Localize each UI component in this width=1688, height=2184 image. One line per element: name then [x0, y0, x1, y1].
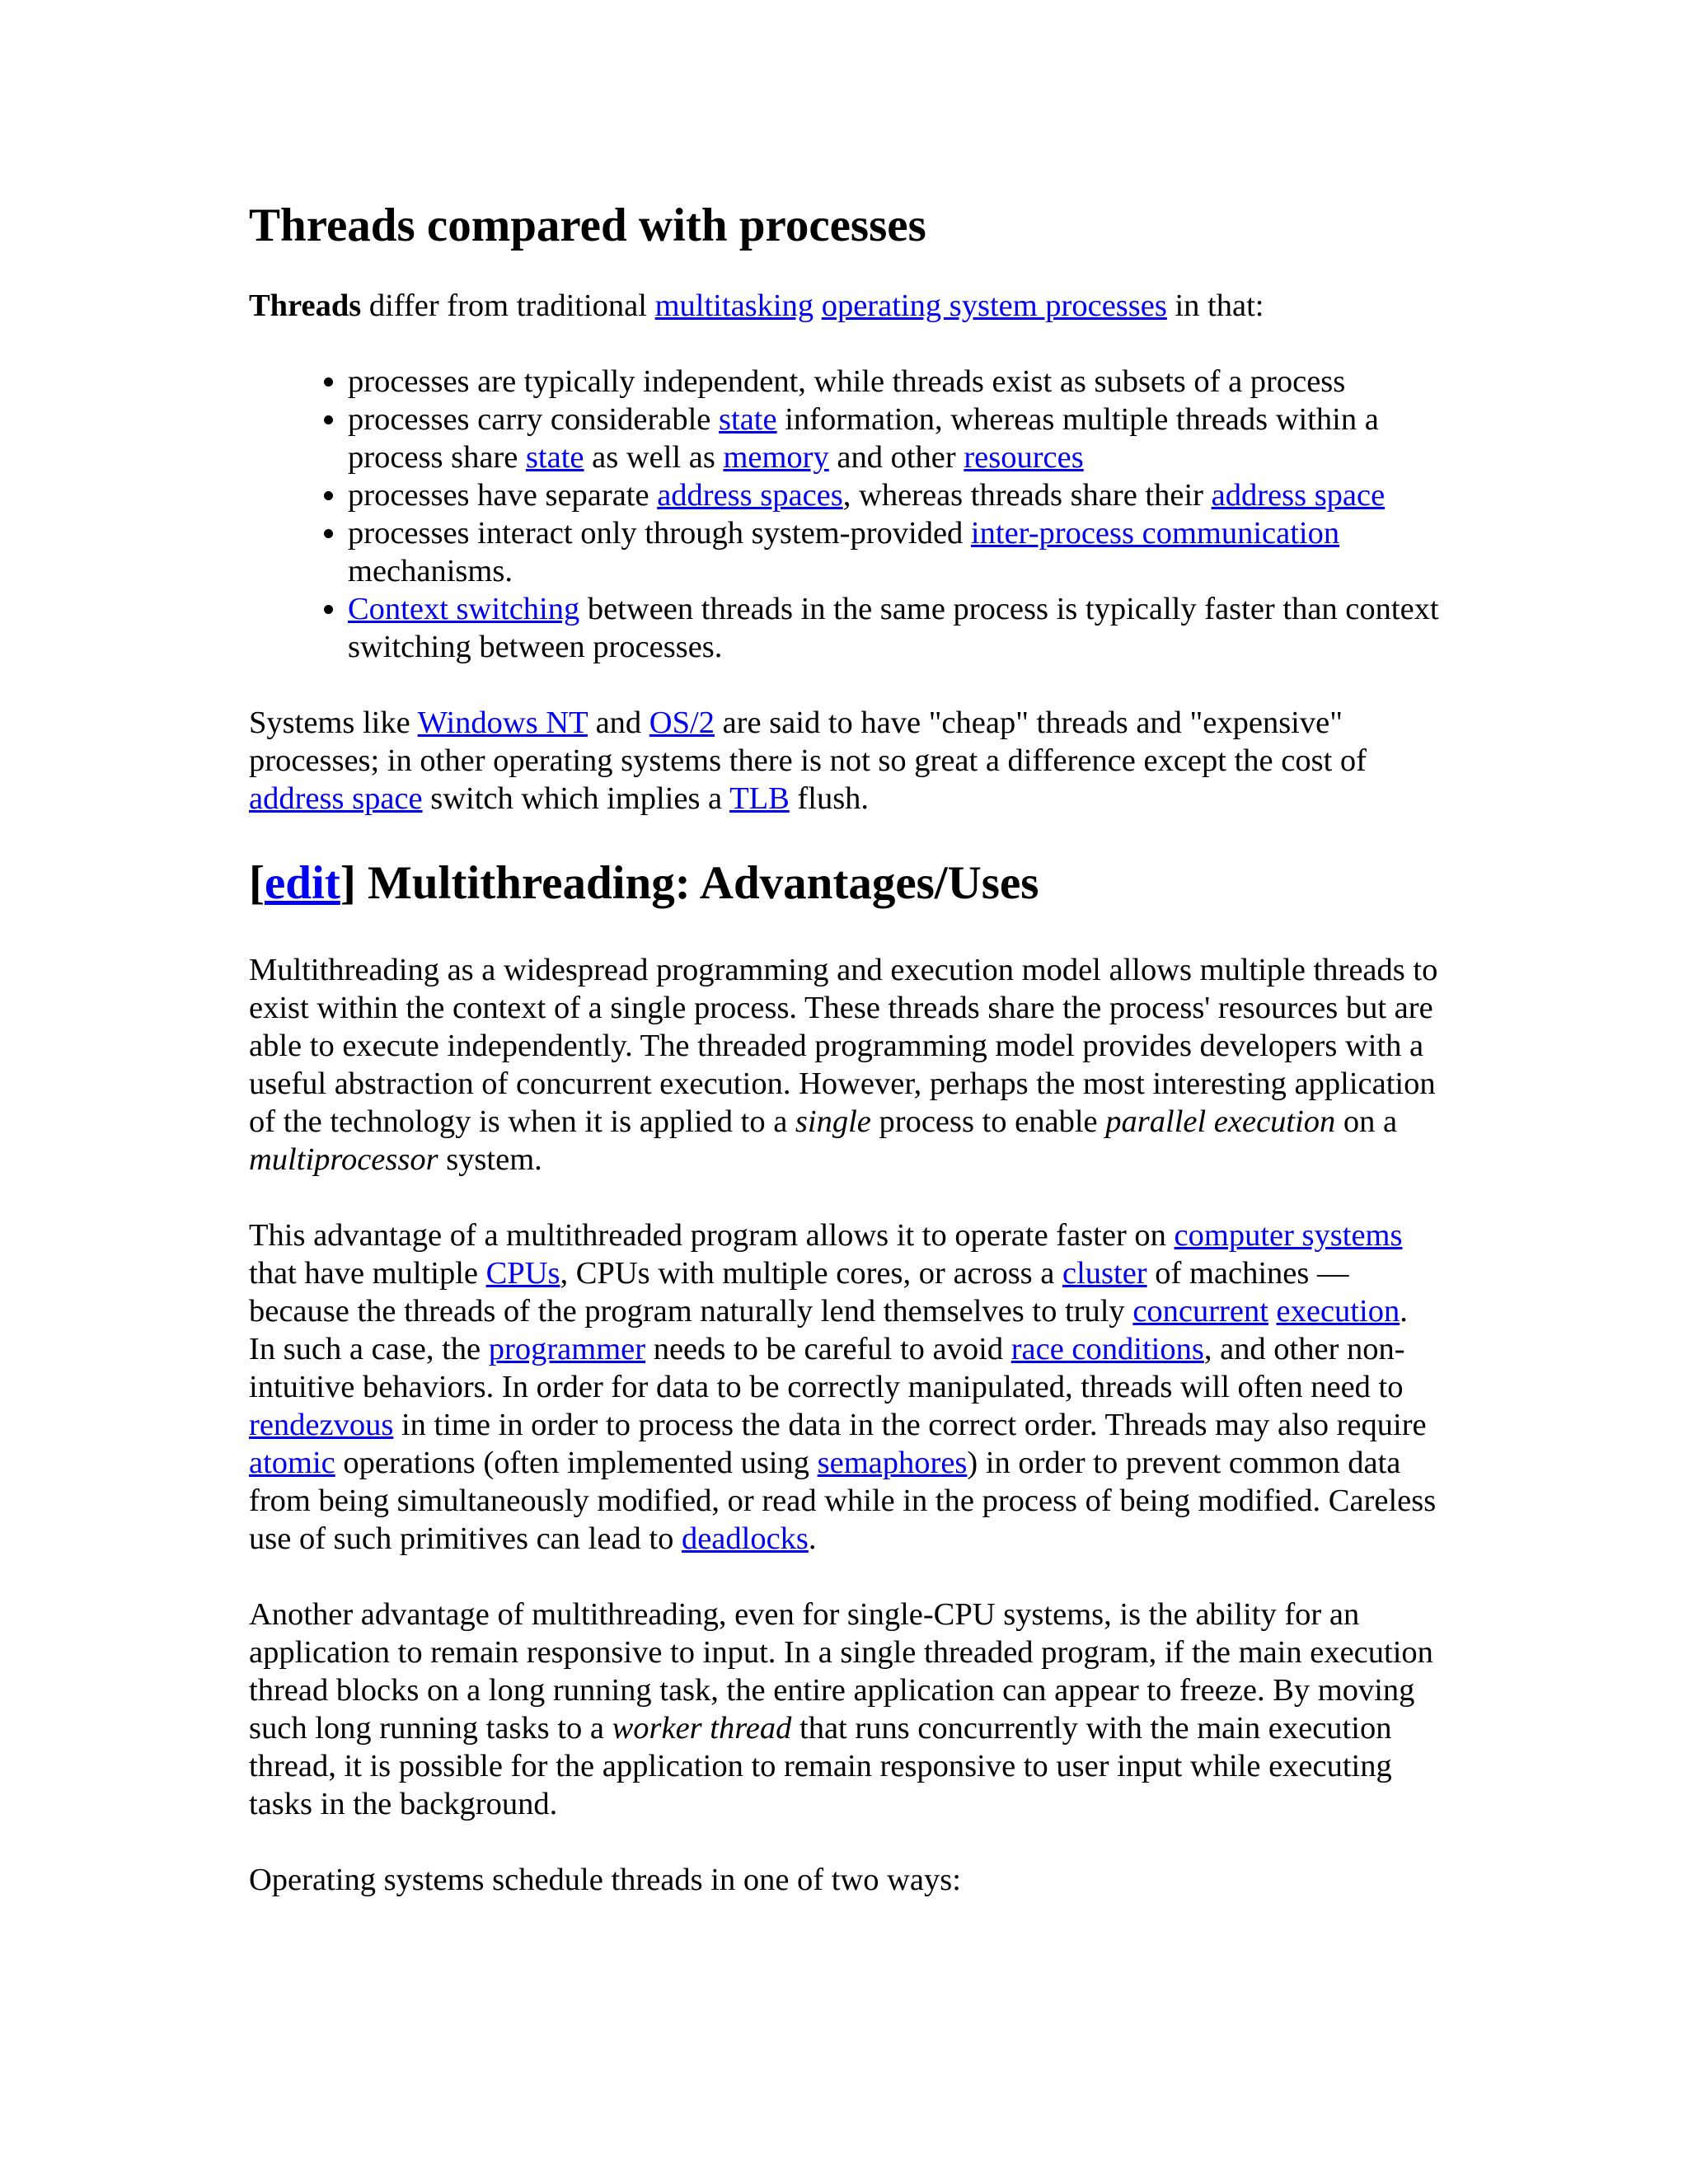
multithreading-paragraph-3 [249, 1596, 1441, 1823]
text-run: This advantage of a multithreaded program allows it to operate faster on [249, 1218, 1175, 1253]
section-title-threads-vs-processes: Threads compared with processes [249, 199, 926, 251]
section-title-multithreading [249, 857, 1441, 910]
link-operating-system-processes[interactable]: operating system processes [821, 288, 1167, 323]
link-concurrent[interactable]: concurrent [1132, 1294, 1268, 1329]
text-run: flush. [789, 781, 870, 816]
text-run: processes carry considerable [348, 402, 720, 437]
link-atomic[interactable]: atomic [249, 1446, 335, 1480]
edit-bracket-close: ] [340, 857, 356, 909]
text-run: . [808, 1521, 817, 1556]
link-state[interactable]: state [525, 440, 584, 475]
text-run [814, 288, 822, 323]
emphasis-multiprocessor: multiprocessor [249, 1142, 438, 1177]
multithreading-paragraph-2 [249, 1216, 1441, 1558]
text-run: operations (often implemented using [335, 1446, 818, 1480]
text-run: switch which implies a [422, 781, 730, 816]
link-state[interactable]: state [719, 402, 777, 437]
text-run: that runs concurrently with the main execution thread, it is possible for the application to remain responsive to user input while executing tasks in the background. [249, 1711, 1392, 1821]
text-run: on a [1335, 1104, 1398, 1139]
link-semaphores[interactable]: semaphores [817, 1446, 968, 1480]
text-run [1268, 1294, 1277, 1329]
text-run: are said to have "cheap" threads and "expensive" processes; in other operating systems there is not so great a difference except the cost of [249, 705, 1367, 778]
link-cluster[interactable]: cluster [1062, 1256, 1147, 1291]
text-run: of machines — because the threads of the program naturally lend themselves to truly [249, 1256, 1349, 1329]
link-resources[interactable]: resources [964, 440, 1084, 475]
text-run: system. [438, 1142, 542, 1177]
link-address-space[interactable]: address space [249, 781, 423, 816]
link-tlb[interactable]: TLB [729, 781, 790, 816]
text-run: information, whereas multiple threads within a process share [348, 402, 1379, 475]
emphasis-worker-thread: worker thread [612, 1711, 792, 1746]
text-run: processes interact only through system-provided [348, 516, 971, 551]
text-run: and other [828, 440, 964, 475]
intro-paragraph [249, 287, 1441, 325]
link-rendezvous[interactable]: rendezvous [249, 1408, 394, 1442]
edit-bracket-open: [ [249, 857, 265, 909]
text-run: Another advantage of multithreading, even for single-CPU systems, is the ability for an application to remain responsive to input. In a single threaded program, if the main execution thread blocks on a long running task, the entire application can appear to freeze. By moving such long running tasks to a [249, 1597, 1433, 1746]
text-run: ) in order to prevent common data from being simultaneously modified, or read while in the process of being modified. Careless use of such primitives can lead to [249, 1446, 1437, 1556]
emphasis-parallel-execution: parallel execution [1105, 1104, 1336, 1139]
link-address-space[interactable]: address space [1211, 478, 1386, 513]
text-run: , whereas threads share their [842, 478, 1212, 513]
multithreading-paragraph-4 [249, 1861, 1441, 1899]
text-run: differ from traditional [361, 288, 655, 323]
link-context-switching[interactable]: Context switching [348, 592, 580, 626]
link-programmer[interactable]: programmer [488, 1332, 646, 1366]
link-race-conditions[interactable]: race conditions [1010, 1332, 1204, 1366]
text-run: Systems like [249, 705, 418, 740]
text-run: Multithreading as a widespread programming and execution model allows multiple threads to exist within the context of a single process. These threads share the process' resources but are able to execute independently. The threaded programming model provides developers with a useful abstraction of concurrent execution. However, perhaps the most interesting application of the technology is when it is applied to a [249, 953, 1438, 1139]
text-run: Operating systems schedule threads in one of two ways: [249, 1863, 961, 1897]
text-run: process to enable [870, 1104, 1106, 1139]
multithreading-paragraph-1 [249, 951, 1441, 1179]
emphasis-single: single [795, 1104, 871, 1139]
systems-paragraph [249, 704, 1441, 818]
text-run: that have multiple [249, 1256, 486, 1291]
list-item [348, 363, 1441, 401]
differences-list [249, 363, 1441, 666]
list-item [348, 514, 1441, 590]
list-item [348, 590, 1441, 666]
link-inter-process-communication[interactable]: inter-process communication [970, 516, 1340, 551]
text-run: . In such a case, the [249, 1294, 1408, 1366]
link-computer-systems[interactable]: computer systems [1174, 1218, 1403, 1253]
list-item [348, 476, 1441, 514]
link-deadlocks[interactable]: deadlocks [681, 1521, 809, 1556]
text-run: in time in order to process the data in the correct order. Threads may also require [393, 1408, 1427, 1442]
link-address-spaces[interactable]: address spaces [657, 478, 843, 513]
intro-strong-term: Threads [249, 288, 362, 323]
link-windows-nt[interactable]: Windows NT [417, 705, 588, 740]
text-run: needs to be careful to avoid [645, 1332, 1011, 1366]
link-memory[interactable]: memory [723, 440, 829, 475]
list-item [348, 401, 1441, 476]
section-title-text: Multithreading: Advantages/Uses [355, 857, 1039, 909]
text-run: mechanisms. [348, 554, 513, 588]
text-run: processes have separate [348, 478, 658, 513]
link-cpus[interactable]: CPUs [485, 1256, 560, 1291]
text-run: and [587, 705, 649, 740]
text-run: , and other non-intuitive behaviors. In order for data to be correctly manipulated, threads will often need to [249, 1332, 1405, 1404]
edit-link[interactable]: edit [264, 857, 340, 909]
link-multitasking[interactable]: multitasking [654, 288, 814, 323]
link-os2[interactable]: OS/2 [649, 705, 715, 740]
text-run: , CPUs with multiple cores, or across a [560, 1256, 1062, 1291]
text-run: processes are typically independent, while threads exist as subsets of a process [348, 364, 1346, 399]
link-execution[interactable]: execution [1276, 1294, 1400, 1329]
text-run: between threads in the same process is typically faster than context switching between processes. [348, 592, 1439, 664]
text-run: in that: [1166, 288, 1264, 323]
text-run: as well as [584, 440, 724, 475]
